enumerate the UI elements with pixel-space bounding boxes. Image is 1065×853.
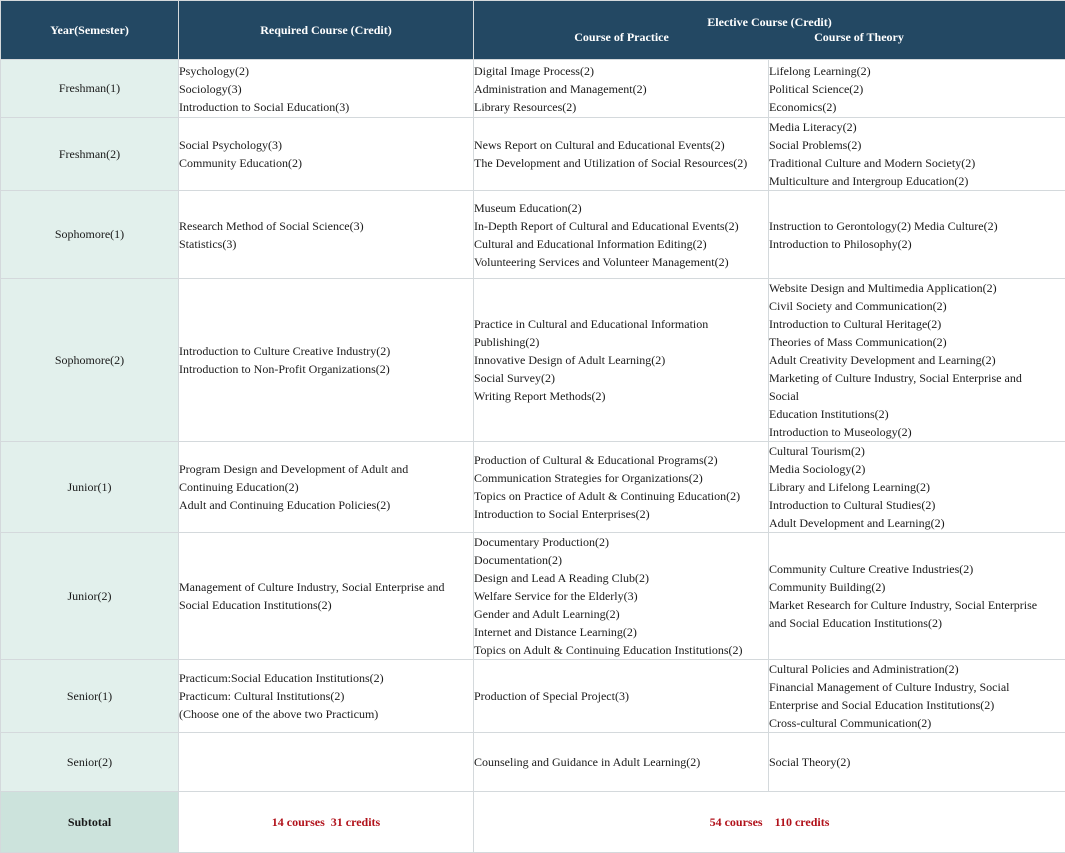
practice-course-item: Production of Special Project(3): [474, 687, 768, 705]
year-header: Year(Semester): [1, 1, 179, 60]
required-courses-cell: [179, 60, 474, 118]
year-cell: Senior(2): [1, 733, 179, 792]
required-course-item: Psychology(2): [179, 62, 473, 80]
practice-course-item: Museum Education(2): [474, 199, 768, 217]
year-cell: Junior(2): [1, 533, 179, 660]
practice-courses-cell: [474, 442, 769, 533]
table-row: [1, 660, 1065, 733]
required-courses-cell: [179, 191, 474, 279]
practice-course-item: Welfare Service for the Elderly(3): [474, 587, 768, 605]
theory-courses-cell: [769, 660, 1065, 733]
practice-course-item: Cultural and Educational Information Editing(2): [474, 235, 768, 253]
required-course-item: Practicum: Cultural Institutions(2): [179, 687, 473, 705]
required-subtotal: 14 courses 31 credits: [179, 792, 474, 853]
practice-header: Course of Practice: [474, 30, 769, 45]
practice-course-item: Practice in Cultural and Educational Information: [474, 315, 768, 333]
year-cell: Freshman(2): [1, 118, 179, 191]
theory-course-item: Cultural Policies and Administration(2): [769, 660, 1065, 678]
theory-course-item: Instruction to Gerontology(2) Media Culture(2): [769, 217, 1065, 235]
practice-course-item: Library Resources(2): [474, 98, 768, 116]
theory-courses-cell: [769, 533, 1065, 660]
theory-course-item: Adult Creativity Development and Learning(2): [769, 351, 1065, 369]
table-row: [1, 533, 1065, 660]
required-courses-cell: [179, 118, 474, 191]
theory-course-item: Market Research for Culture Industry, Social Enterprise: [769, 596, 1065, 614]
table-header-row: [1, 1, 1065, 60]
theory-course-item: Media Sociology(2): [769, 460, 1065, 478]
theory-course-item: Civil Society and Communication(2): [769, 297, 1065, 315]
year-cell: Junior(1): [1, 442, 179, 533]
required-course-item: Social Psychology(3): [179, 136, 473, 154]
table-row: [1, 279, 1065, 442]
theory-course-item: Community Culture Creative Industries(2): [769, 560, 1065, 578]
practice-course-item: Innovative Design of Adult Learning(2): [474, 351, 768, 369]
required-course-item: Statistics(3): [179, 235, 473, 253]
table-row: [1, 442, 1065, 533]
table-row: [1, 191, 1065, 279]
required-courses-cell: [179, 279, 474, 442]
practice-course-item: In-Depth Report of Cultural and Educational Events(2): [474, 217, 768, 235]
required-courses-cell: [179, 442, 474, 533]
required-courses-cell: [179, 533, 474, 660]
practice-course-item: Production of Cultural & Educational Programs(2): [474, 451, 768, 469]
required-course-item: Community Education(2): [179, 154, 473, 172]
theory-course-item: Media Literacy(2): [769, 118, 1065, 136]
theory-course-item: Website Design and Multimedia Application(2): [769, 279, 1065, 297]
theory-course-item: Introduction to Philosophy(2): [769, 235, 1065, 253]
practice-course-item: Digital Image Process(2): [474, 62, 768, 80]
theory-courses-cell: [769, 191, 1065, 279]
theory-courses-cell: [769, 442, 1065, 533]
elective-subheaders: [474, 30, 1065, 45]
theory-course-item: Multiculture and Intergroup Education(2): [769, 172, 1065, 190]
year-cell: Sophomore(1): [1, 191, 179, 279]
theory-course-item: Cross-cultural Communication(2): [769, 714, 1065, 732]
practice-courses-cell: [474, 60, 769, 118]
elective-subtotal: 54 courses 110 credits: [474, 792, 1065, 853]
practice-course-item: Administration and Management(2): [474, 80, 768, 98]
practice-course-item: The Development and Utilization of Social Resources(2): [474, 154, 768, 172]
required-course-item: Sociology(3): [179, 80, 473, 98]
required-course-item: Management of Culture Industry, Social Enterprise and: [179, 578, 473, 596]
theory-course-item: Political Science(2): [769, 80, 1065, 98]
table-row: [1, 733, 1065, 792]
theory-course-item: Social Problems(2): [769, 136, 1065, 154]
required-course-item: Adult and Continuing Education Policies(2): [179, 496, 473, 514]
practice-course-item: Documentation(2): [474, 551, 768, 569]
practice-course-item: Design and Lead A Reading Club(2): [474, 569, 768, 587]
year-cell: Senior(1): [1, 660, 179, 733]
required-course-item: Introduction to Non-Profit Organizations(2): [179, 360, 473, 378]
theory-course-item: Social: [769, 387, 1065, 405]
theory-course-item: Social Theory(2): [769, 753, 1065, 771]
required-course-item: Research Method of Social Science(3): [179, 217, 473, 235]
required-course-item: Introduction to Culture Creative Industry(2): [179, 342, 473, 360]
practice-courses-cell: [474, 660, 769, 733]
theory-course-item: Financial Management of Culture Industry, Social: [769, 678, 1065, 696]
required-course-item: Social Education Institutions(2): [179, 596, 473, 614]
elective-course-header: [474, 1, 1065, 60]
practice-course-item: Writing Report Methods(2): [474, 387, 768, 405]
required-courses-cell: [179, 733, 474, 792]
theory-courses-cell: [769, 60, 1065, 118]
theory-course-item: Cultural Tourism(2): [769, 442, 1065, 460]
practice-courses-cell: [474, 118, 769, 191]
practice-courses-cell: [474, 733, 769, 792]
theory-header: Course of Theory: [769, 30, 949, 45]
practice-course-item: Counseling and Guidance in Adult Learning(2): [474, 753, 768, 771]
required-course-item: Continuing Education(2): [179, 478, 473, 496]
table-row: [1, 60, 1065, 118]
practice-course-item: Documentary Production(2): [474, 533, 768, 551]
theory-course-item: Economics(2): [769, 98, 1065, 116]
theory-course-item: and Social Education Institutions(2): [769, 614, 1065, 632]
practice-course-item: Gender and Adult Learning(2): [474, 605, 768, 623]
theory-courses-cell: [769, 279, 1065, 442]
table-row: [1, 118, 1065, 191]
theory-course-item: Introduction to Museology(2): [769, 423, 1065, 441]
required-course-item: Introduction to Social Education(3): [179, 98, 473, 116]
theory-courses-cell: [769, 733, 1065, 792]
required-course-item: (Choose one of the above two Practicum): [179, 705, 473, 723]
theory-course-item: Enterprise and Social Education Institutions(2): [769, 696, 1065, 714]
theory-course-item: Education Institutions(2): [769, 405, 1065, 423]
theory-course-item: Lifelong Learning(2): [769, 62, 1065, 80]
theory-course-item: Introduction to Cultural Heritage(2): [769, 315, 1065, 333]
practice-courses-cell: [474, 279, 769, 442]
required-course-item: Practicum:Social Education Institutions(2): [179, 669, 473, 687]
required-courses-cell: [179, 660, 474, 733]
theory-course-item: Library and Lifelong Learning(2): [769, 478, 1065, 496]
practice-course-item: Internet and Distance Learning(2): [474, 623, 768, 641]
practice-courses-cell: [474, 533, 769, 660]
theory-courses-cell: [769, 118, 1065, 191]
practice-course-item: News Report on Cultural and Educational Events(2): [474, 136, 768, 154]
theory-course-item: Traditional Culture and Modern Society(2): [769, 154, 1065, 172]
year-cell: Freshman(1): [1, 60, 179, 118]
theory-course-item: Adult Development and Learning(2): [769, 514, 1065, 532]
subtotal-label: Subtotal: [1, 792, 179, 853]
table-body: [1, 60, 1065, 792]
practice-course-item: Volunteering Services and Volunteer Management(2): [474, 253, 768, 271]
practice-course-item: Social Survey(2): [474, 369, 768, 387]
practice-course-item: Topics on Adult & Continuing Education Institutions(2): [474, 641, 768, 659]
practice-course-item: Topics on Practice of Adult & Continuing Education(2): [474, 487, 768, 505]
practice-course-item: Publishing(2): [474, 333, 768, 351]
subtotal-row: [1, 792, 1065, 853]
practice-course-item: Communication Strategies for Organizations(2): [474, 469, 768, 487]
theory-course-item: Marketing of Culture Industry, Social Enterprise and: [769, 369, 1065, 387]
theory-course-item: Introduction to Cultural Studies(2): [769, 496, 1065, 514]
theory-course-item: Community Building(2): [769, 578, 1065, 596]
practice-course-item: Introduction to Social Enterprises(2): [474, 505, 768, 523]
required-course-header: Required Course (Credit): [179, 1, 474, 60]
practice-courses-cell: [474, 191, 769, 279]
theory-course-item: Theories of Mass Communication(2): [769, 333, 1065, 351]
required-course-item: Program Design and Development of Adult and: [179, 460, 473, 478]
elective-title: Elective Course (Credit): [474, 15, 1065, 30]
year-cell: Sophomore(2): [1, 279, 179, 442]
